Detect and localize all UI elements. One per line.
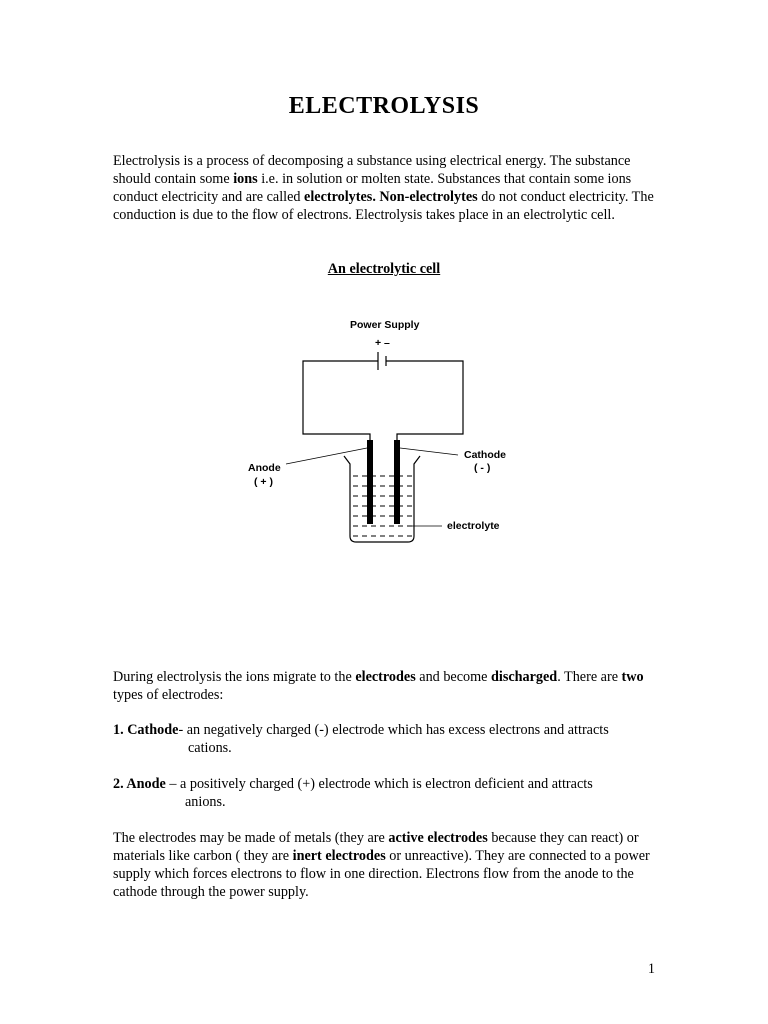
migration-bold-electrodes: electrodes <box>355 669 416 685</box>
intro-bold-ions: ions <box>233 171 258 187</box>
diagram-caption: An electrolytic cell <box>327 261 441 277</box>
anode-definition <box>113 775 673 811</box>
circuit-wire-right <box>386 361 463 440</box>
intro-text-3: do not conduct electricity. The conduction is due to the flow of electrons. Electrolysis takes place in an electrolytic cell. <box>113 189 654 223</box>
electrolyte-liquid <box>353 476 412 536</box>
intro-text-1: Electrolysis is a process of decomposing a substance using electrical energy. The substance should contain some <box>113 153 631 187</box>
power-supply-polarity: + – <box>375 337 390 349</box>
page-number: 1 <box>647 961 655 977</box>
cathode-def-line2: cations. <box>188 740 232 756</box>
electrodes-text-1: The electrodes may be made of metals (they are <box>113 830 389 846</box>
intro-paragraph <box>113 152 663 224</box>
cathode-electrode <box>394 440 400 524</box>
electrodes-text-3: or unreactive). They are connected to a power supply which forces electrons to flow in one direction. Electrons flow from the anode to the cathode through the power supply. <box>113 848 650 900</box>
anode-def-line1: – a positively charged (+) electrode which is electron deficient and attracts <box>165 776 593 792</box>
migration-paragraph <box>113 668 663 704</box>
migration-bold-discharged: discharged <box>490 669 558 685</box>
page-title: ELECTROLYSIS <box>288 93 480 119</box>
migration-bold-two: two <box>621 669 644 685</box>
cathode-def-line1: - an negatively charged (-) electrode which has excess electrons and attracts <box>178 722 609 738</box>
migration-text-1: During electrolysis the ions migrate to the <box>113 669 356 685</box>
anode-term: 2. Anode <box>113 776 166 792</box>
anode-sign: ( + ) <box>254 476 273 488</box>
circuit-wire-left <box>303 361 378 440</box>
anode-electrode <box>367 440 373 524</box>
electrodes-paragraph <box>113 829 663 901</box>
electrolyte-label: electrolyte <box>447 520 500 532</box>
beaker <box>344 456 420 542</box>
intro-text-2: i.e. in solution or molten state. Substances that contain some ions conduct electricity and are called <box>113 171 632 205</box>
cathode-definition <box>113 721 673 757</box>
cathode-sign: ( - ) <box>474 462 491 474</box>
intro-bold-electrolytes: electrolytes. Non-electrolytes <box>304 189 478 205</box>
cathode-leader <box>400 448 458 455</box>
migration-text-4: types of electrodes: <box>113 687 224 703</box>
electrodes-bold-inert: inert electrodes <box>292 848 386 864</box>
cathode-label: Cathode <box>464 449 506 461</box>
migration-text-3: . There are <box>557 669 622 685</box>
electrolytic-cell-diagram <box>240 312 520 552</box>
anode-leader <box>286 448 367 464</box>
cathode-term: 1. Cathode <box>113 722 179 738</box>
electrodes-text-2: because they can react) or materials like carbon ( they are <box>113 830 639 864</box>
anode-def-line2: anions. <box>185 794 226 810</box>
electrodes-bold-active: active electrodes <box>388 830 488 846</box>
power-supply-label: Power Supply <box>350 319 420 331</box>
migration-text-2: and become <box>415 669 491 685</box>
anode-label: Anode <box>248 462 281 474</box>
